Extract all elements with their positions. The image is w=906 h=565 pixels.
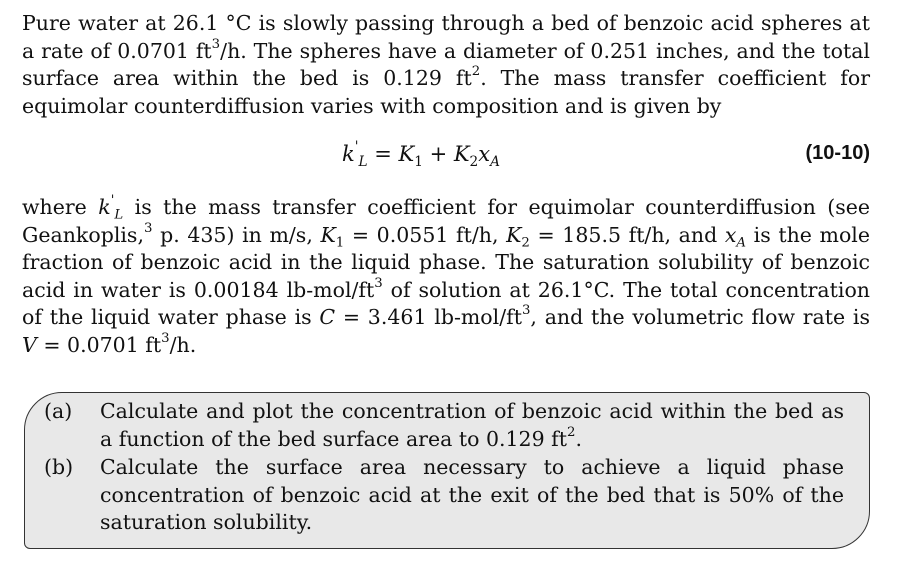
task-text: Calculate the surface area necessary to achieve a liquid phase concentration of benzoic acid at the exit of the bed that is 50% of the saturation solubility. bbox=[100, 455, 844, 535]
task-label: (b) bbox=[44, 455, 74, 479]
task-text: Calculate and plot the concentration of benzoic acid within the bed as a function of the bed surface area to 0.129 $ft^2$. bbox=[100, 399, 844, 451]
problem-description-paragraph: where $k'_L$ is the mass transfer coefficient for equimolar counterdiffusion (see Geankoplis,$^3$ p. 435) in m/s, $K_1 = 0.0551$ ft/h, $K_2 = 185.5$ ft/h, and $x_A$ is the mole fraction of benzoic acid in the liquid phase. The saturation solubility of benzoic acid in water is 0.00184 $lb-mol/ft^3$ of solution at 26.1°C. The total concentration of the liquid water phase is C = 3.461 $lb-mol/ft^3$, and the volumetric flow rate is V = 0.0701 $ft^3/h$. bbox=[22, 193, 870, 357]
equation: $k'_L = K_1 + K_2x_A$ bbox=[342, 138, 500, 170]
problem-intro-paragraph: Pure water at 26.1 °C is slowly passing through a bed of benzoic acid spheres at a rate of 0.0701 $ft^3/h$. The spheres have a diameter of 0.251 inches, and the total surface area within the bed is 0.129 $ft^2$. The mass transfer coefficient for equimolar counterdiffusion varies with composition and is given by bbox=[22, 11, 870, 118]
equation-number: (10-10) bbox=[805, 142, 870, 164]
task-item-a bbox=[44, 398, 844, 453]
equation-line bbox=[22, 138, 870, 172]
task-item-b bbox=[44, 454, 844, 537]
task-label: (a) bbox=[44, 399, 73, 423]
